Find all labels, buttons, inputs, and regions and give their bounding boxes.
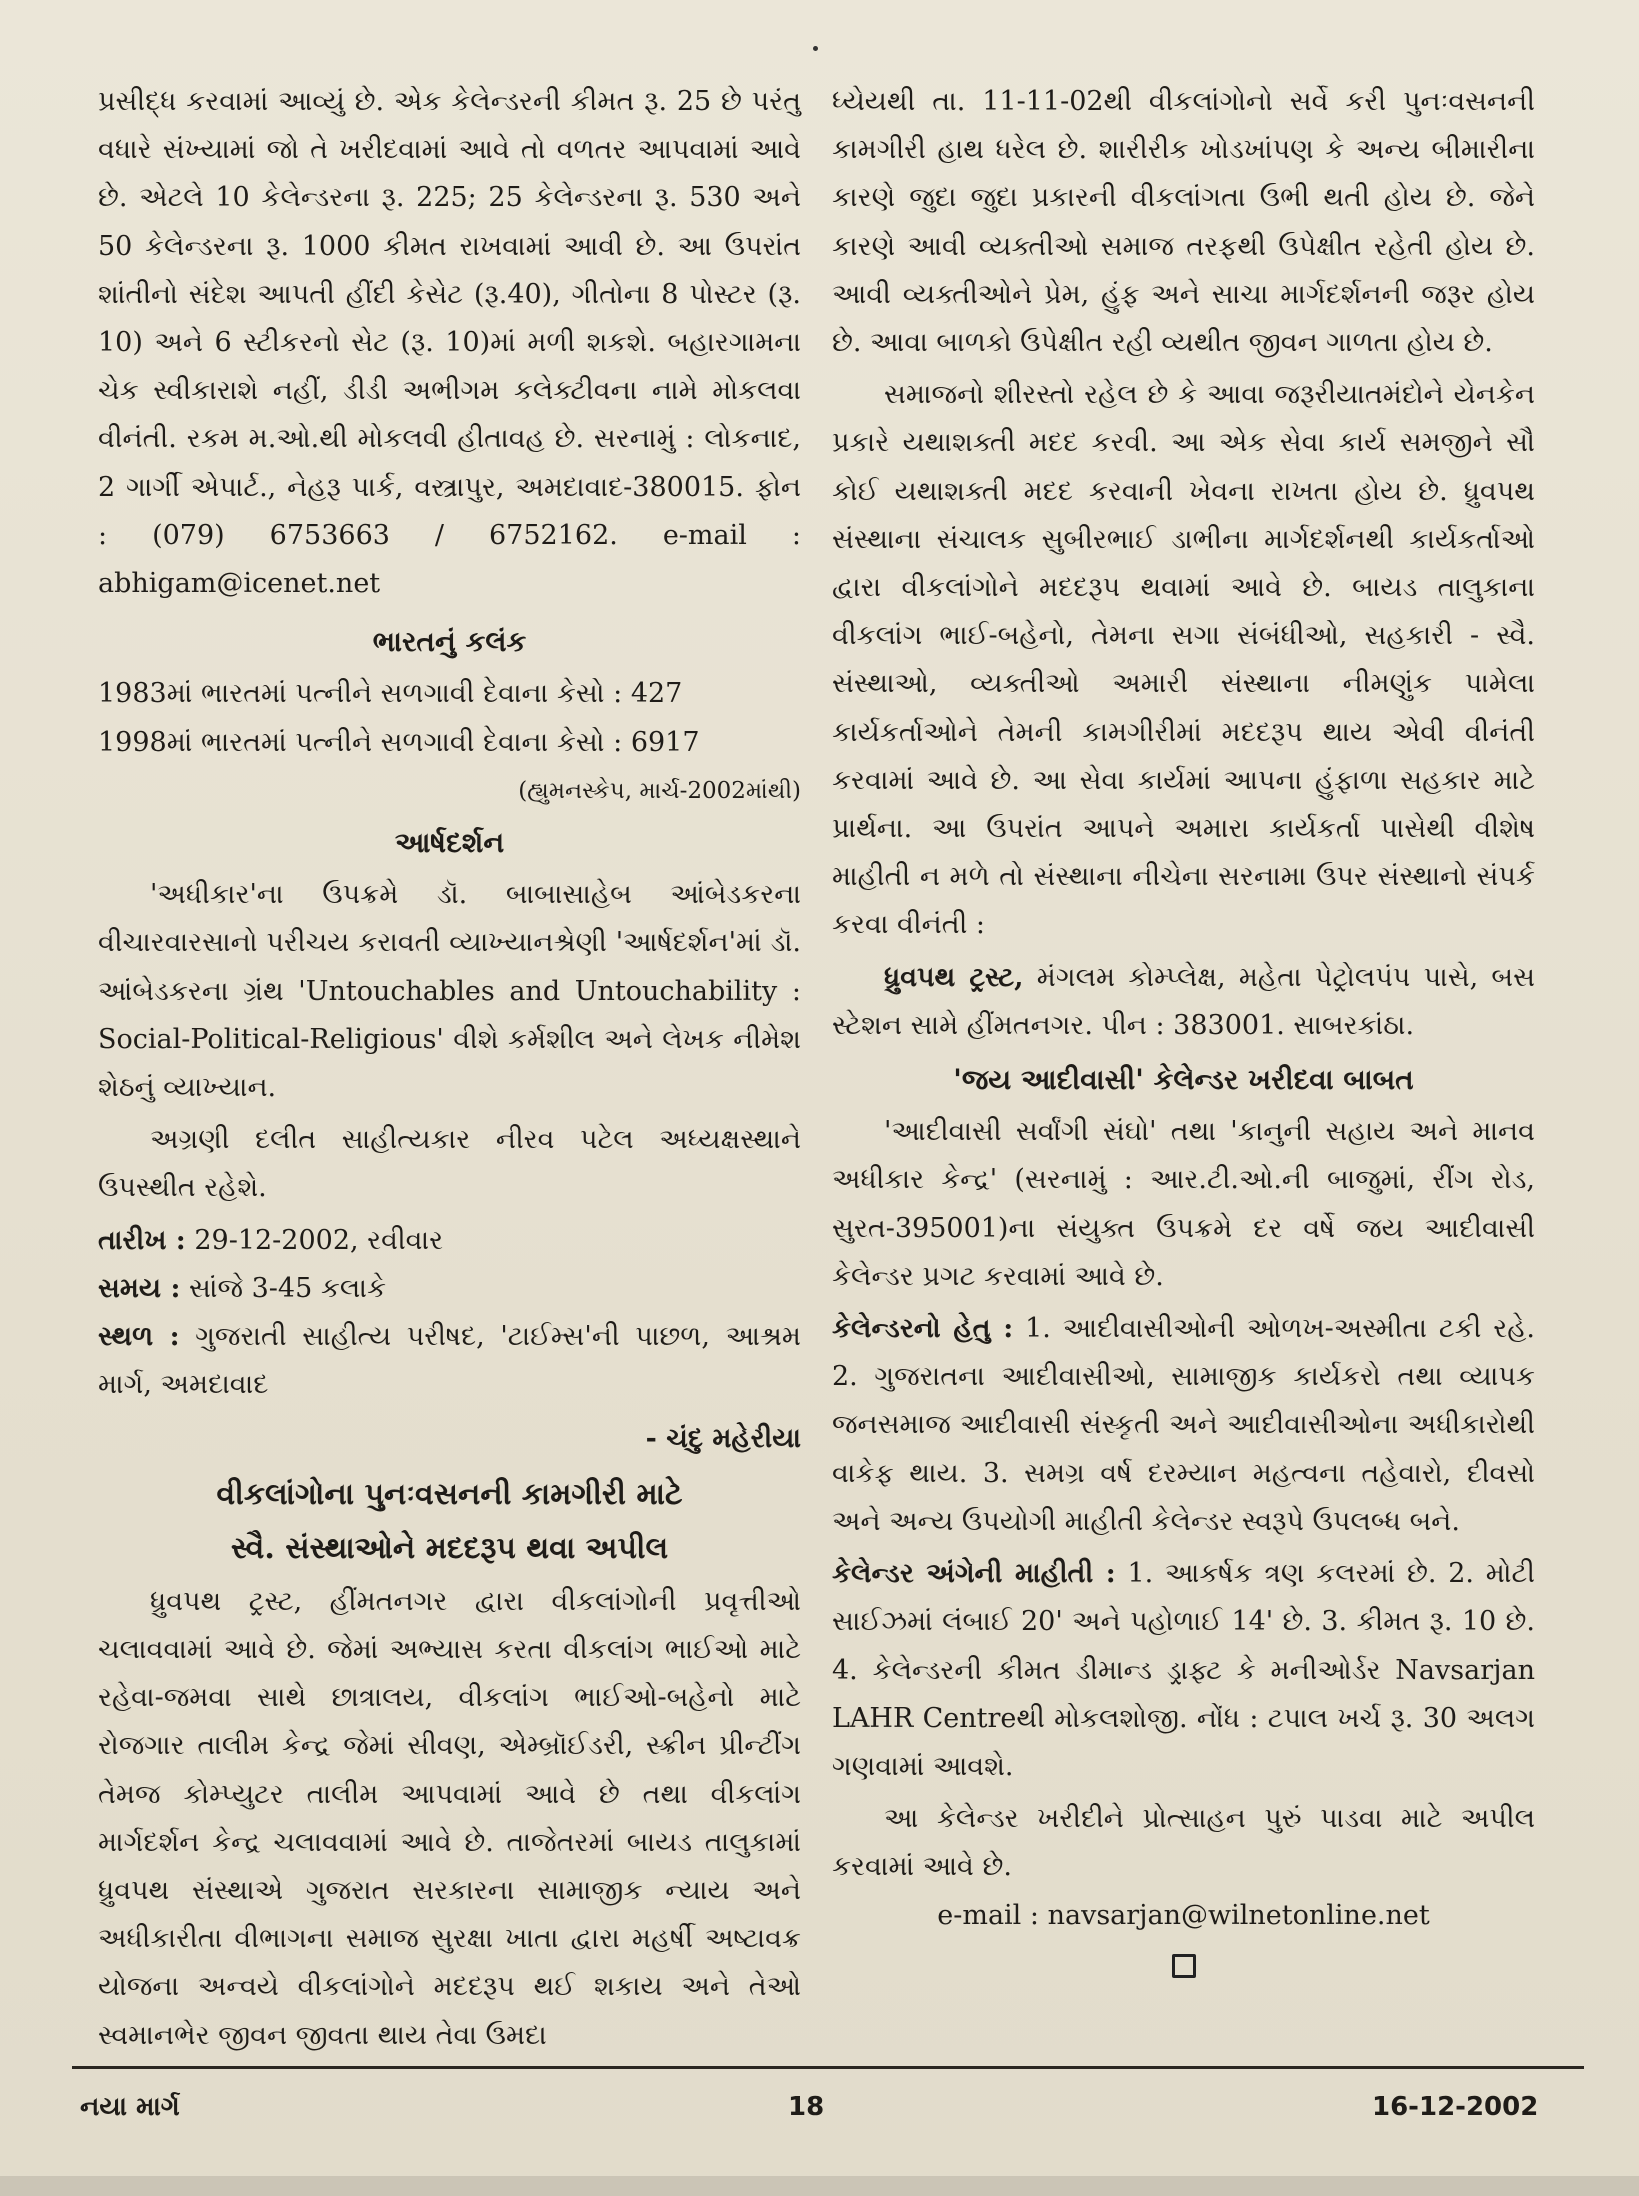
trust-name: ધ્રુવપથ ટ્રસ્ટ, [884,961,1024,993]
date-label: તારીખ : [98,1224,186,1256]
end-square-icon [1172,1954,1196,1978]
article-end-mark [832,1942,1535,1990]
appeal-heading-line-2: સ્વૈ. સંસ્થાઓને મદદરૂપ થવા અપીલ [230,1530,669,1566]
encourage-paragraph: આ કેલેન્ડર ખરીદીને પ્રોત્સાહન પુરું પાડવા માટે અપીલ કરવામાં આવે છે. [832,1803,1535,1883]
event-place [98,1313,801,1409]
shame-line-1983: 1983માં ભારતમાં પત્નીને સળગાવી દેવાના કેસો : 427 [98,678,683,710]
info-text: 1. આકર્ષક ત્રણ કલરમાં છે. 2. મોટી સાઈઝમાં લંબાઈ 20' અને પહોળાઈ 14' છે. 3. કીમત રૂ. 10 છે. 4. કેલેન્ડરની કીમત ડીમાન્ડ ડ્રાફ્ટ કે મનીઓર્ડર Navsarjan LAHR Centreથી મોકલશોજી. નોંધ : ટપાલ ખર્ચ રૂ. 30 અલગ ગણવામાં આવશે. [832,1558,1535,1782]
shame-heading: ભારતનું કલંક [372,625,527,659]
info-label: કેલેન્ડર અંગેની માહીતી : [832,1558,1116,1590]
author-signature: - ચંદુ મહેરીયા [645,1423,801,1455]
event-time [98,1265,801,1313]
date-value: 29-12-2002, રવીવાર [185,1224,444,1256]
shame-source: (હ્યુમનસ્કેપ, માર્ચ-2002માંથી) [518,777,801,804]
place-label: સ્થળ : [98,1321,180,1353]
aarsh-chair: અગ્રણી દલીત સાહીત્યકાર નીરવ પટેલ અધ્યક્ષસ્થાને ઉપસ્થીત રહેશે. [98,1124,801,1204]
appeal-heading-line-1: વીકલાંગોના પુનઃવસનની કામગીરી માટે [216,1476,683,1512]
print-speck [813,46,818,51]
purpose-text: 1. આદીવાસીઓની ઓળખ-અસ્મીતા ટકી રહે. 2. ગુજરાતના આદીવાસીઓ, સામાજીક કાર્યકરો તથા વ્યાપક જનસમાજ આદીવાસી સંસ્કૃતી અને આદીવાસીઓના અધીકારોથી વાકેફ થાય. 3. સમગ્ર વર્ષ દરમ્યાન મહત્વના તહેવારો, દીવસો અને અન્ય ઉપયોગી માહીતી કેલેન્ડર સ્વરૂપે ઉપલબ્ધ બને. [832,1313,1535,1537]
calendar-heading: 'જય આદીવાસી' કેલેન્ડર ખરીદવા બાબત [953,1063,1414,1097]
footer-divider [72,2066,1584,2069]
time-label: સમય : [98,1272,181,1304]
calendar-purpose [832,1305,1535,1546]
society-paragraph: સમાજનો શીરસ્તો રહેલ છે કે આવા જરૂરીયાતમંદોને યેનકેન પ્રકારે યથાશક્તી મદદ કરવી. આ એક સેવા કાર્ય સમજીને સૌ કોઈ યથાશક્તી મદદ કરવાની ખેવના રાખતા હોય છે. ધ્રુવપથ સંસ્થાના સંચાલક સુબીરભાઈ ડાભીના માર્ગદર્શનથી કાર્યકર્તાઓ દ્વારા વીકલાંગોને મદદરૂપ થવામાં આવે છે. બાયડ તાલુકાના વીકલાંગ ભાઈ-બહેનો, તેમના સગા સંબંધીઓ, સહકારી - સ્વૈ. સંસ્થાઓ, વ્યક્તીઓ અમારી સંસ્થાના નીમણુંક પામેલા કાર્યકર્તાઓને તેમની કામગીરીમાં મદદરૂપ થાય એવી વીનંતી કરવામાં આવે છે. આ સેવા કાર્યમાં આપના હુંફાળા સહકાર માટે પ્રાર્થના. આ ઉપરાંત આપને અમારા કાર્યકર્તા પાસેથી વીશેષ માહીતી ન મળે તો સંસ્થાના નીચેના સરનામા ઉપર સંસ્થાનો સંપર્ક કરવા વીનંતી : [832,379,1535,941]
footer-page-number: 18 [788,2092,825,2122]
left-column [98,78,801,2060]
footer-magazine-name: નયા માર્ગ [80,2092,180,2122]
trust-address-text: મંગલમ કોમ્પ્લેક્ષ, મહેતા પેટ્રોલપંપ પાસે, બસ સ્ટેશન સામે હીંમતનગર. પીન : 383001. સાબરકાંઠા. [832,961,1535,1041]
right-column [832,78,1535,1990]
shame-line-1998: 1998માં ભારતમાં પત્નીને સળગાવી દેવાના કેસો : 6917 [98,726,700,758]
intro-paragraph: પ્રસીદ્ધ કરવામાં આવ્યું છે. એક કેલેન્ડરની કીમત રૂ. 25 છે પરંતુ વધારે સંખ્યામાં જો તે ખરીદવામાં આવે તો વળતર આપવામાં આવે છે. એટલે 10 કેલેન્ડરના રૂ. 225; 25 કેલેન્ડરના રૂ. 530 અને 50 કેલેન્ડરના રૂ. 1000 કીમત રાખવામાં આવી છે. આ ઉપરાંત શાંતીનો સંદેશ આપતી હીંદી કેસેટ (રૂ.40), ગીતોના 8 પોસ્ટર (રૂ. 10) અને 6 સ્ટીકરનો સેટ (રૂ. 10)માં મળી શકશે. બહારગામના ચેક સ્વીકારાશે નહીં, ડીડી અભીગમ કલેક્ટીવના નામે મોકલવા વીનંતી. રકમ મ.ઓ.થી મોકલવી હીતાવહ છે. સરનામું : લોકનાદ, 2 ગાર્ગી એપાર્ટ., નેહરૂ પાર્ક, વસ્ત્રાપુર, અમદાવાદ-380015. ફોન : (079) 6753663 / 6752162. e-mail : abhigam@icenet.net [98,86,801,600]
purpose-label: કેલેન્ડરનો હેતુ : [832,1313,1014,1345]
calendar-info [832,1550,1535,1791]
footer-issue-date: 16-12-2002 [1372,2092,1539,2122]
aarsh-body: 'અધીકાર'ના ઉપક્રમે ડૉ. બાબાસાહેબ આંબેડકરના વીચારવારસાનો પરીચય કરાવતી વ્યાખ્યાનશ્રેણી 'આર્ષદર્શન'માં ડૉ. આંબેડકરના ગ્રંથ 'Untouchables and Untouchability : Social-Political-Religious' વીશે કર્મશીલ અને લેખક નીમેશ શેઠનું વ્યાખ્યાન. [98,879,801,1104]
calendar-intro: 'આદીવાસી સર્વાંગી સંઘો' તથા 'કાનુની સહાય અને માનવ અધીકાર કેન્દ્ર' (સરનામું : આર.ટી.ઓ.ની બાજુમાં, રીંગ રોડ, સુરત-395001)ના સંયુક્ત ઉપક્રમે દર વર્ષે જય આદીવાસી કેલેન્ડર પ્રગટ કરવામાં આવે છે. [832,1116,1535,1292]
event-date [98,1217,801,1265]
appeal-continuation: ધ્યેયથી તા. 11-11-02થી વીકલાંગોનો સર્વે કરી પુનઃવસનની કામગીરી હાથ ધરેલ છે. શારીરીક ખોડખાંપણ કે અન્ય બીમારીના કારણે જુદા જુદા પ્રકારની વીકલાંગતા ઉભી થતી હોય છે. જેને કારણે આવી વ્યક્તીઓ સમાજ તરફથી ઉપેક્ષીત રહેતી હોય છે. આવી વ્યક્તીઓને પ્રેમ, હુંફ અને સાચા માર્ગદર્શનની જરૂર હોય છે. આવા બાળકો ઉપેક્ષીત રહી વ્યથીત જીવન ગાળતા હોય છે. [832,86,1535,359]
place-value: ગુજરાતી સાહીત્ય પરીષદ, 'ટાઈમ્સ'ની પાછળ, આશ્રમ માર્ગ, અમદાવાદ [98,1321,801,1401]
trust-address [832,954,1535,1050]
page-bottom-edge [0,2176,1639,2196]
contact-email: e-mail : navsarjan@wilnetonline.net [937,1899,1430,1931]
aarsh-heading: આર્ષદર્શન [394,826,505,860]
time-value: સાંજે 3-45 કલાકે [180,1272,387,1304]
appeal-body: ધ્રુવપથ ટ્રસ્ટ, હીંમતનગર દ્વારા વીકલાંગોની પ્રવૃત્તીઓ ચલાવવામાં આવે છે. જેમાં અભ્યાસ કરતા વીકલાંગ ભાઈઓ માટે રહેવા-જમવા સાથે છાત્રાલય, વીકલાંગ ભાઈઓ-બહેનો માટે રોજગાર તાલીમ કેન્દ્ર જેમાં સીવણ, એમ્બ્રૉઈડરી, સ્ક્રીન પ્રીન્ટીંગ તેમજ કોમ્પ્યુટર તાલીમ આપવામાં આવે છે તથા વીકલાંગ માર્ગદર્શન કેન્દ્ર ચલાવવામાં આવે છે. તાજેતરમાં બાયડ તાલુકામાં ધ્રુવપથ સંસ્થાએ ગુજરાત સરકારના સામાજીક ન્યાય અને અધીકારીતા વીભાગના સમાજ સુરક્ષા ખાતા દ્વારા મહર્ષી અષ્ટાવક્ર યોજના અન્વયે વીકલાંગોને મદદરૂપ થઈ શકાય અને તેઓ સ્વમાનભેર જીવન જીવતા થાય તેવા ઉમદા [98,1585,801,2051]
